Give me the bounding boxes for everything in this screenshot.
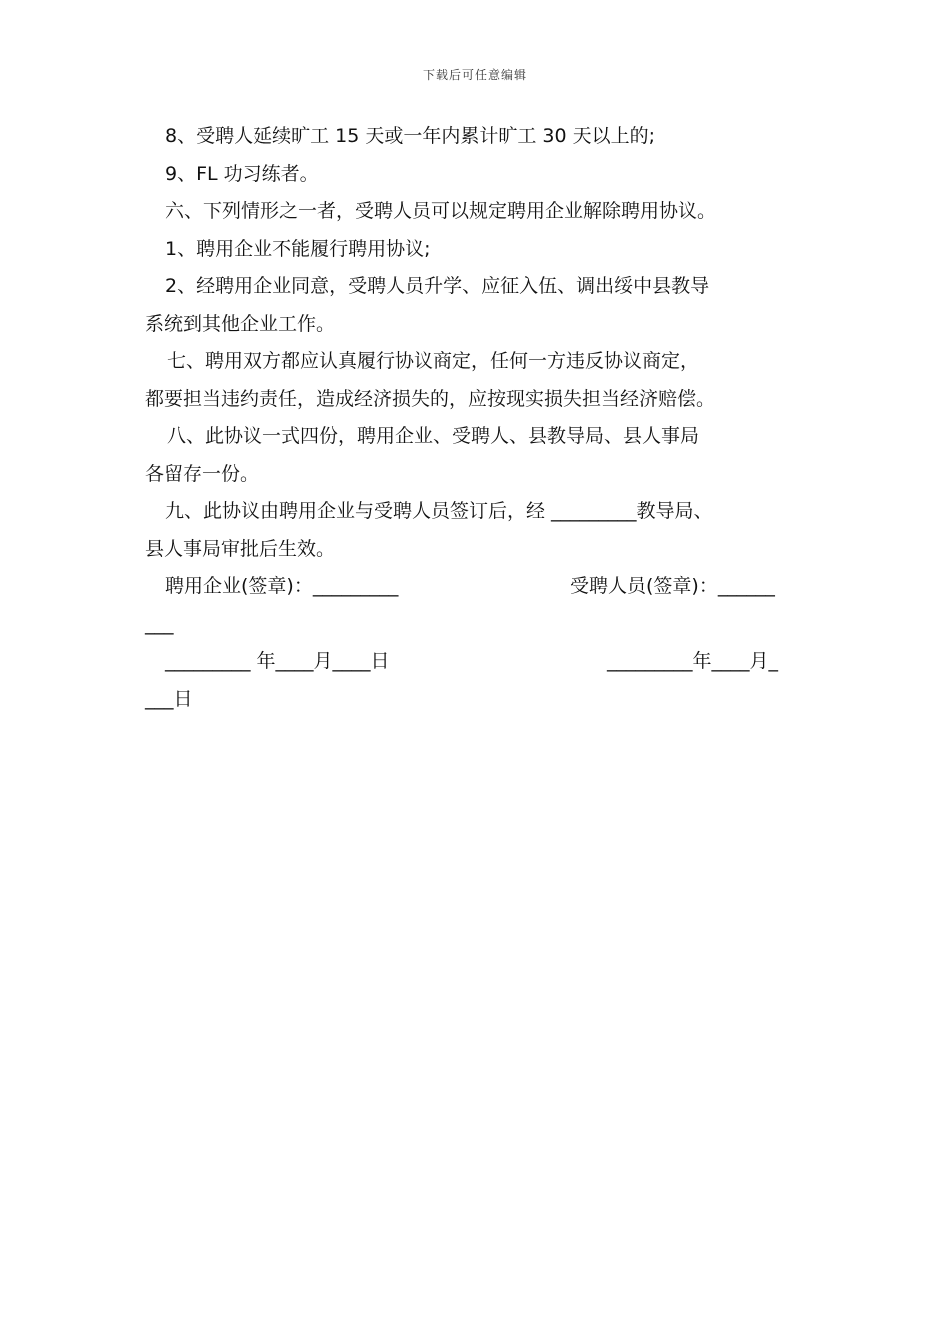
date-row	[145, 643, 810, 681]
item-9: 9、FL 功习练者。	[165, 162, 319, 185]
document-body	[145, 118, 810, 718]
employee-signature: 受聘人员(签章)：______	[570, 575, 775, 597]
clause-6-item-2-line-2: 系统到其他企业工作。	[145, 312, 336, 335]
clause-9-line-1: 九、此协议由聘用企业与受聘人员签订后，经 _________教导局、	[165, 500, 713, 522]
clause-7-line-1: 七、聘用双方都应认真履行协议商定，任何一方违反协议商定，	[167, 350, 700, 372]
clause-7-line-2: 都要担当违约责任，造成经济损失的，应按现实损失担当经济赔偿。	[145, 387, 716, 410]
signature-row	[145, 568, 810, 606]
clause-9-line-2: 县人事局审批后生效。	[145, 537, 336, 560]
clause-6: 六、下列情形之一者，受聘人员可以规定聘用企业解除聘用协议。	[165, 200, 717, 222]
clause-8-line-2: 各留存一份。	[145, 462, 260, 485]
clause-6-item-2-line-1: 2、经聘用企业同意，受聘人员升学、应征入伍、调出绥中县教导	[165, 275, 710, 297]
employee-signature-wrap: ___	[145, 612, 174, 635]
item-8: 8、受聘人延续旷工 15 天或一年内累计旷工 30 天以上的;	[165, 125, 656, 147]
employer-date: _________ 年____月____日	[165, 650, 390, 672]
employee-date: _________年____月_	[607, 650, 779, 672]
clause-6-item-1: 1、聘用企业不能履行聘用协议;	[165, 237, 431, 260]
clause-8-line-1: 八、此协议一式四份，聘用企业、受聘人、县教导局、县人事局	[167, 425, 700, 447]
employee-date-wrap: ___日	[145, 687, 193, 710]
page-header: 下载后可任意编辑	[422, 68, 527, 82]
employer-signature: 聘用企业(签章)：_________	[165, 575, 399, 597]
